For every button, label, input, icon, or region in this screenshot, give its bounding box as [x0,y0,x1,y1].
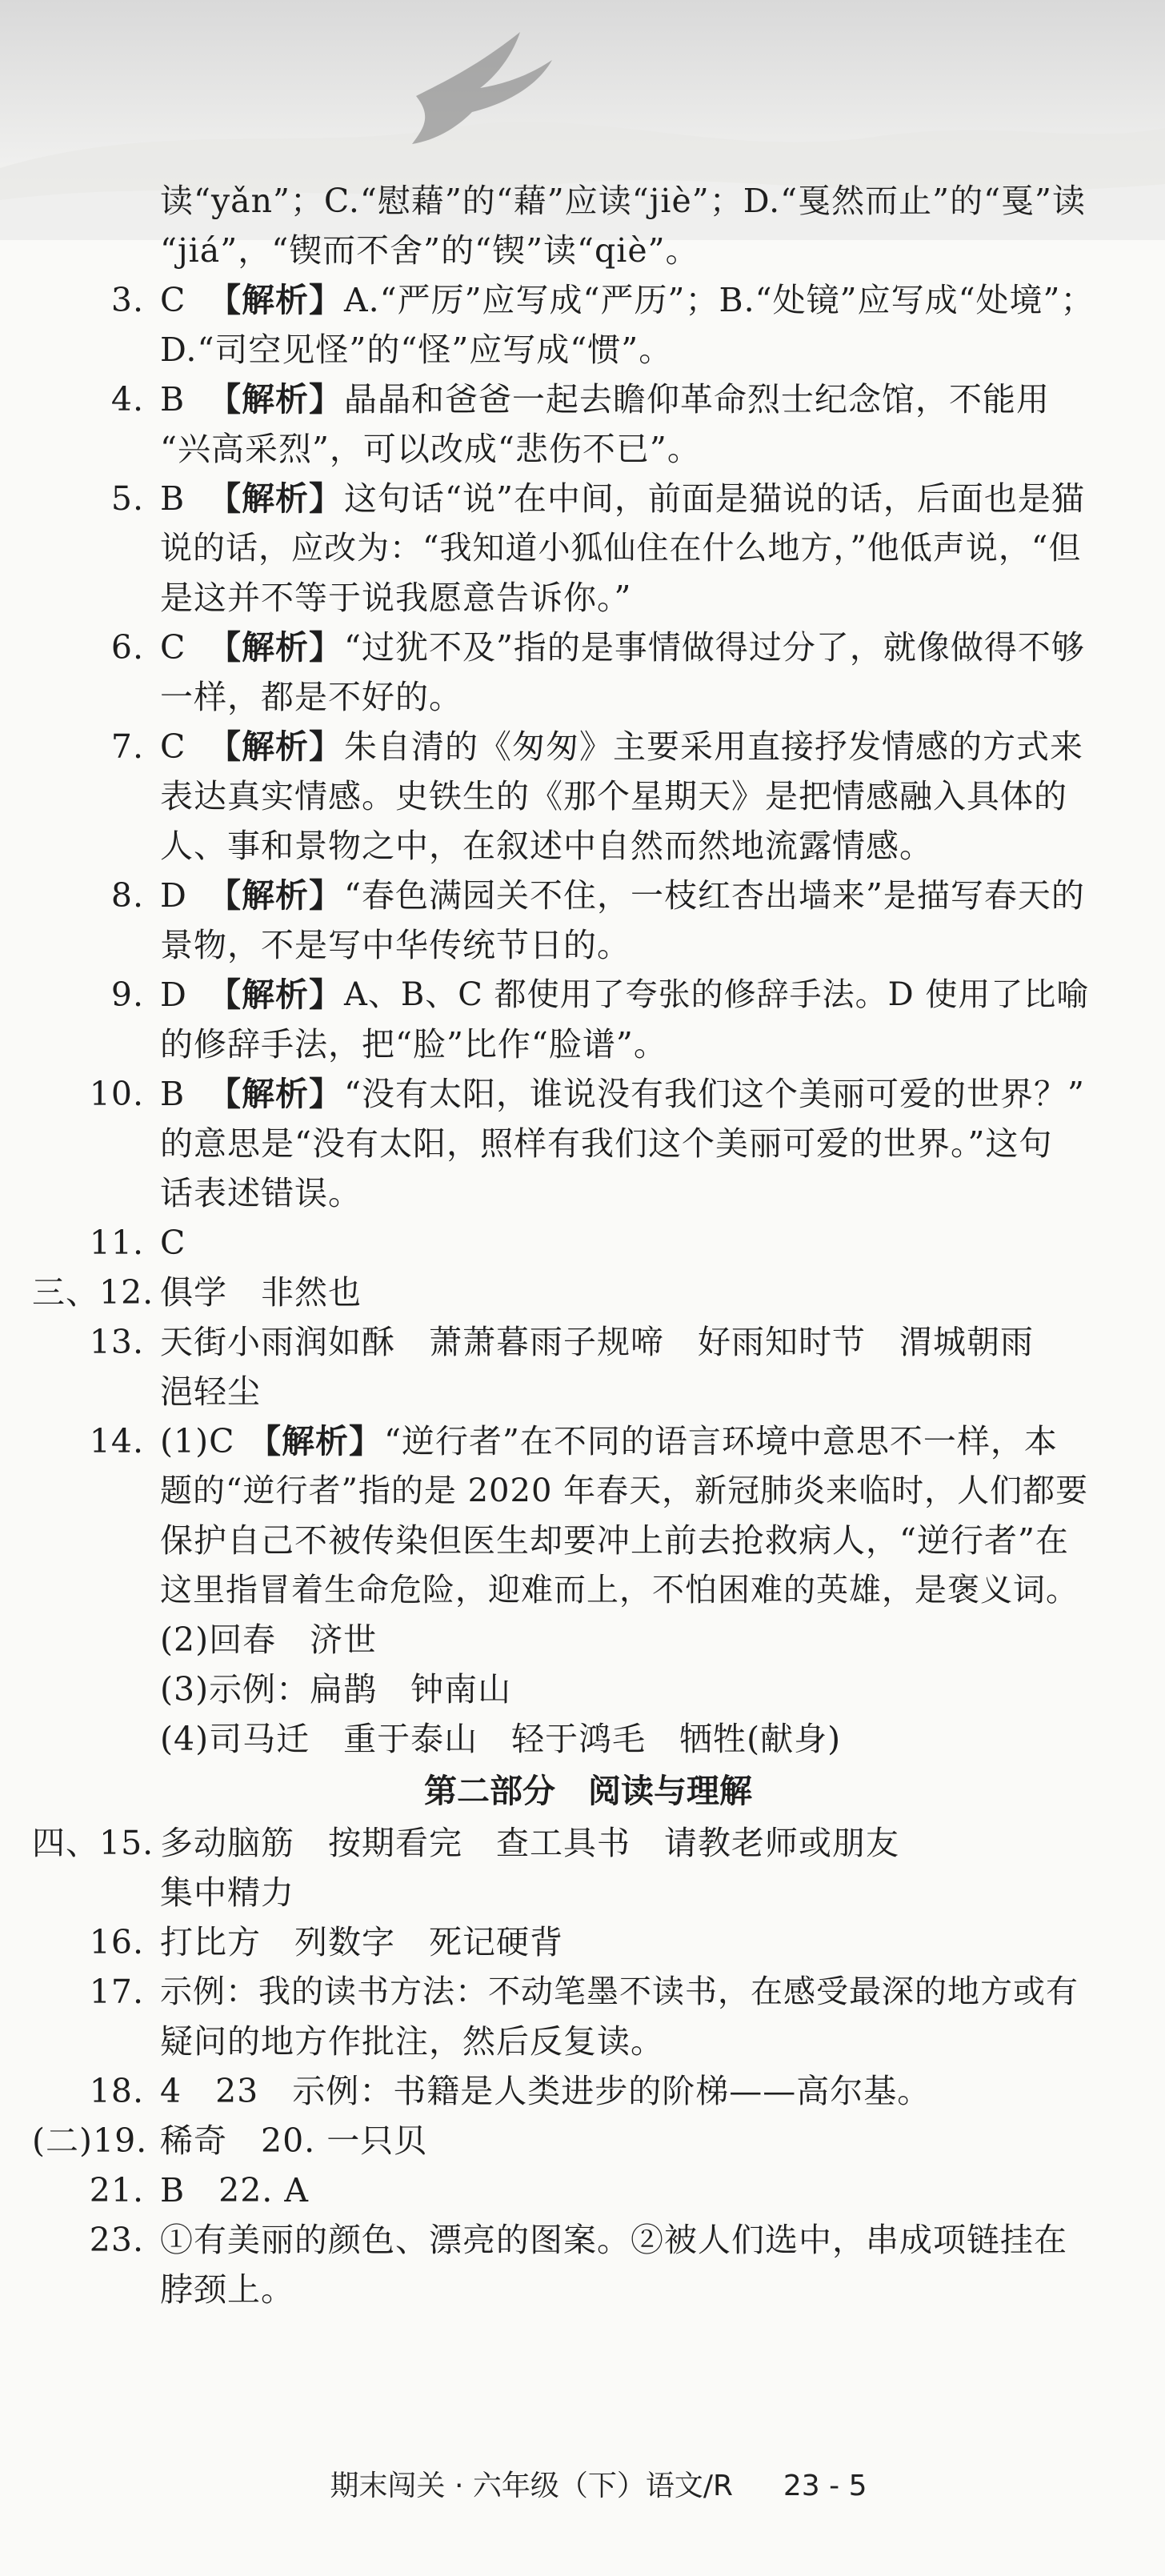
answer-text: 的修辞手法，把“脸”比作“脸谱”。 [160,1025,667,1064]
question-number: (二)19. [32,2121,148,2160]
answer-text: 景物，不是写中华传统节日的。 [160,926,631,964]
question-number: 10. [89,1075,144,1113]
analysis-tag: 【解析】 [208,479,342,518]
answer-line [32,2215,1096,2265]
answer-line [32,275,1096,325]
answer-line [32,1868,1096,1917]
answer-line [32,1818,1096,1868]
answer-line [32,1317,1096,1367]
answer-line [32,1967,1096,2017]
answer-content [32,176,1096,2314]
answer-line [32,474,1096,523]
answer-line [32,1565,1096,1615]
answer-line [32,226,1096,275]
answer-text: A.“严厉”应写成“严历”；B.“处镜”应写成“处境”； [344,281,1095,319]
answer-choice: C [160,1224,186,1262]
answer-line [32,623,1096,672]
question-number: 23. [89,2221,144,2259]
page-footer [0,2463,1165,2504]
answer-text: 题的“逆行者”指的是 2020 年春天，新冠肺炎来临时，人们都要 [160,1472,1089,1509]
answer-text: A、B、C 都使用了夸张的修辞手法。D 使用了比喻 [344,976,1090,1013]
answer-text: 表达真实情感。史铁生的《那个星期天》是把情感融入具体的 [160,777,1067,815]
answer-choice: D [160,876,187,915]
answer-line [32,1020,1096,1069]
answer-line [32,1069,1096,1119]
question-number: 21. [89,2171,144,2209]
analysis-tag: 【解析】 [208,876,342,915]
answer-line [32,821,1096,871]
answer-text: 保护自己不被传染但医生却要冲上前去抢救病人，“逆行者”在 [160,1521,1069,1560]
answer-choice: B [160,1075,186,1113]
answer-line [32,722,1096,771]
question-number: 7. [110,727,144,766]
answer-text: “春色满园关不住，一枝红杏出墙来”是描写春天的 [344,876,1085,915]
answer-choice: (1)C [160,1422,235,1460]
answer-text: 浥轻尘 [160,1372,261,1411]
answer-choice: C [160,281,186,319]
analysis-tag: 【解析】 [208,281,342,319]
answer-text: 俱学 非然也 [160,1273,362,1312]
answer-text: 人、事和景物之中，在叙述中自然而然地流露情感。 [160,827,933,865]
analysis-tag: 【解析】 [208,628,342,667]
answer-choice: B [160,479,186,518]
analysis-tag: 【解析】 [208,380,342,419]
answer-text: (3)示例：扁鹊 钟南山 [160,1670,512,1709]
question-number: 8. [110,876,144,915]
answer-line [32,1119,1096,1168]
answer-text: 话表述错误。 [160,1174,362,1212]
answer-text: “过犹不及”指的是事情做得过分了，就像做得不够 [344,628,1085,667]
answer-text: “没有太阳，谁说没有我们这个美丽可爱的世界？” [344,1075,1085,1113]
analysis-tag: 【解析】 [208,1075,342,1113]
question-number: 四、15. [32,1824,154,1862]
answer-line [32,1665,1096,1714]
answer-line [32,1615,1096,1665]
question-number: 17. [89,1973,144,2011]
answer-line [32,325,1096,375]
answer-choice: B [160,380,186,419]
answer-text: 朱自清的《匆匆》主要采用直接抒发情感的方式来 [344,727,1083,766]
answer-text: 读“yǎn”；C.“慰藉”的“藉”应读“jiè”；D.“戛然而止”的“戛”读 [160,182,1087,220]
section-title: 第二部分 阅读与理解 [424,1772,752,1810]
answer-choice: D [160,976,187,1014]
answer-line [32,424,1096,474]
answer-text: 晶晶和爸爸一起去瞻仰革命烈士纪念馆，不能用 [344,380,1050,419]
answer-line [32,1268,1096,1317]
answer-text: (4)司马迁 重于泰山 轻于鸿毛 牺牲(献身) [160,1720,842,1758]
answer-line [32,1516,1096,1565]
answer-text: 示例：我的读书方法：不动笔墨不读书，在感受最深的地方或有 [160,1973,1079,2010]
answer-line [32,375,1096,424]
answer-line [32,1416,1096,1466]
answer-text: 疑问的地方作批注，然后反复读。 [160,2022,664,2061]
question-number: 16. [89,1923,144,1961]
answer-text: 这句话“说”在中间，前面是猫说的话，后面也是猫 [344,479,1085,518]
answer-line [32,573,1096,623]
answer-text: 脖颈上。 [160,2270,294,2309]
answer-line [32,1466,1096,1516]
answer-text: ①有美丽的颜色、漂亮的图案。②被人们选中，串成项链挂在 [160,2221,1067,2259]
answer-text: 打比方 列数字 死记硬背 [160,1923,563,1961]
answer-text: (2)回春 济世 [160,1621,378,1659]
answer-text: 的意思是“没有太阳，照样有我们这个美丽可爱的世界。”这句 [160,1124,1053,1163]
question-number: 5. [110,479,144,518]
answer-line [32,1168,1096,1218]
question-number: 三、12. [32,1273,154,1312]
answer-text: 天街小雨润如酥 萧萧暮雨子规啼 好雨知时节 渭城朝雨 [160,1323,1034,1361]
answer-text: 一样，都是不好的。 [160,678,462,716]
answer-text: 是这并不等于说我愿意告诉你。” [160,579,632,617]
answer-line [32,2116,1096,2165]
page-number: 23 - 5 [783,2470,867,2502]
answer-line [32,970,1096,1020]
answer-line [32,1218,1096,1268]
question-number: 6. [110,628,144,667]
answer-line [32,2066,1096,2116]
answer-text: 多动脑筋 按期看完 查工具书 请教老师或朋友 [160,1824,899,1862]
answer-line [32,523,1096,573]
answer-line [32,2265,1096,2314]
question-number: 13. [89,1323,144,1361]
answer-text: 稀奇 20. 一只贝 [160,2121,428,2160]
answer-text: 4 23 示例：书籍是人类进步的阶梯——高尔基。 [160,2072,931,2110]
footer-label: 期末闯关 · 六年级（下）语文/R [330,2470,733,2502]
question-number: 3. [110,281,144,319]
answer-text: “jiá”，“锲而不舍”的“锲”读“qiè”。 [160,231,699,270]
analysis-tag: 【解析】 [208,976,342,1014]
answer-text: B 22. A [160,2171,309,2209]
analysis-tag: 【解析】 [208,727,342,766]
answer-line [32,2165,1096,2215]
question-number: 9. [110,976,144,1014]
answer-text: 这里指冒着生命危险，迎难而上，不怕困难的英雄，是褒义词。 [160,1572,1079,1608]
answer-line [32,672,1096,722]
answer-choice: C [160,628,186,667]
answer-line [32,176,1096,226]
answer-text: “逆行者”在不同的语言环境中意思不一样，本 [384,1422,1058,1460]
answer-line [32,1714,1096,1764]
answer-line [32,1917,1096,1967]
answer-text: “兴高采烈”，可以改成“悲伤不已”。 [160,430,701,468]
answer-line [32,920,1096,970]
answer-line [32,2017,1096,2066]
question-number: 11. [89,1224,144,1262]
answer-line [32,1367,1096,1416]
answer-line [32,871,1096,920]
answer-line [32,771,1096,821]
answer-text: 集中精力 [160,1873,294,1912]
question-number: 4. [110,380,144,419]
question-number: 14. [89,1422,144,1460]
answer-text: D.“司空见怪”的“怪”应写成“惯”。 [160,331,673,369]
answer-text: 说的话，应改为：“我知道小狐仙住在什么地方，”他低声说，“但 [160,530,1082,567]
analysis-tag: 【解析】 [248,1422,382,1460]
answer-choice: C [160,727,186,766]
question-number: 18. [89,2072,144,2110]
